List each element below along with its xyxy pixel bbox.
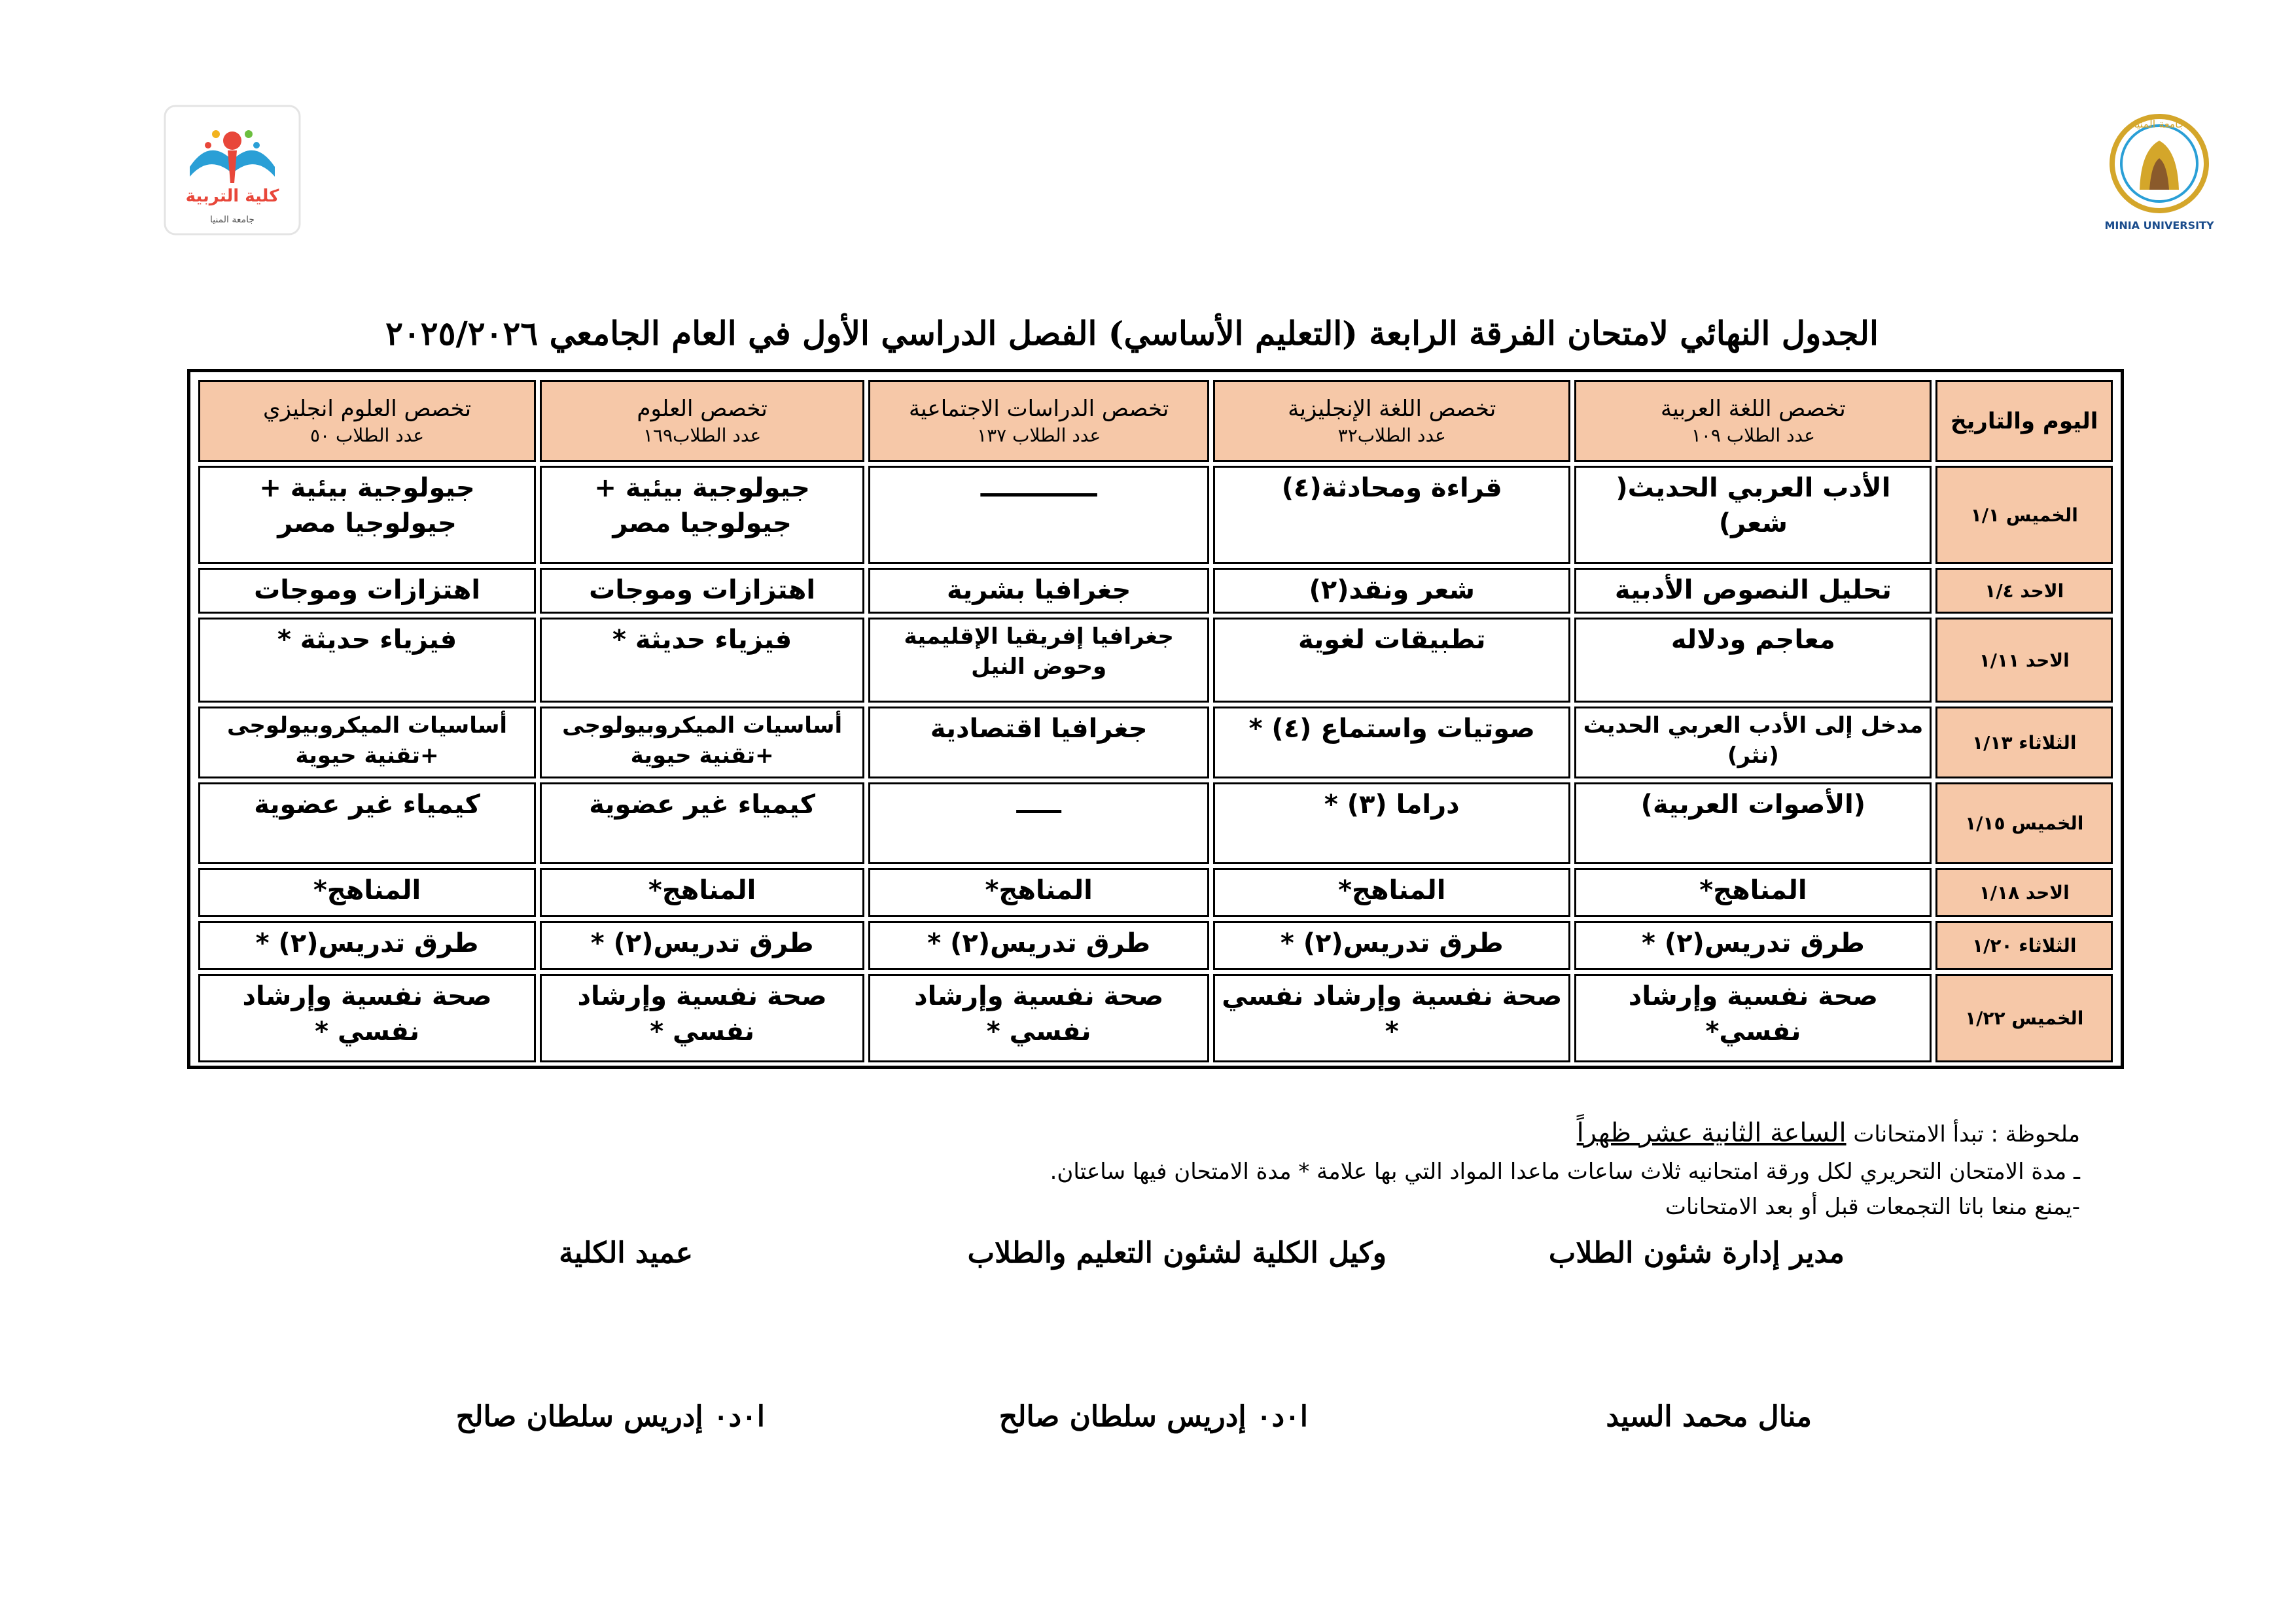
svg-text:جامعة المنيا: جامعة المنيا bbox=[2134, 118, 2185, 130]
signature-title-dean: عميد الكلية bbox=[559, 1236, 693, 1270]
subject-cell: صحة نفسية وإرشاد نفسي * bbox=[1213, 974, 1570, 1062]
day-cell: الاحد ١/١١ bbox=[1935, 618, 2113, 703]
table-row bbox=[198, 782, 2113, 864]
subject-cell: المناهج* bbox=[1574, 868, 1932, 917]
subject-cell: تحليل النصوص الأدبية bbox=[1574, 568, 1932, 614]
subject-cell: فيزياء حديثة * bbox=[198, 618, 536, 703]
day-cell: الخميس ١/١ bbox=[1935, 466, 2113, 564]
subject-cell: المناهج* bbox=[198, 868, 536, 917]
signature-name-dean: ا٠د٠ إدريس سلطان صالح bbox=[455, 1400, 765, 1433]
subject-cell: فيزياء حديثة * bbox=[540, 618, 864, 703]
svg-text:جامعة المنيا: جامعة المنيا bbox=[209, 215, 255, 225]
day-date-header: اليوم والتاريخ bbox=[1935, 380, 2113, 462]
day-cell: الخميس ١/٢٢ bbox=[1935, 974, 2113, 1062]
subject-cell: أساسيات الميكروبيولوجى +تقنية حيوية bbox=[540, 707, 864, 778]
column-header: تخصص العلوم انجليزي عدد الطلاب ٥٠ bbox=[198, 380, 536, 462]
minia-seal-icon bbox=[2100, 111, 2218, 236]
subject-cell: طرق تدريس(٢) * bbox=[868, 921, 1209, 970]
subject-cell: اهتزازات وموجات bbox=[198, 568, 536, 614]
day-cell: الثلاثاء ١/٢٠ bbox=[1935, 921, 2113, 970]
subject-cell: المناهج* bbox=[1213, 868, 1570, 917]
signature-name-student-affairs: منال محمد السيد bbox=[1606, 1400, 1812, 1433]
note-label: ملحوظة : تبدأ الامتحانات bbox=[1853, 1121, 2080, 1147]
page-title: الجدول النهائي لامتحان الفرقة الرابعة (التعليم الأساسي) الفصل الدراسي الأول في العام الجامعي ٢٠٢٥/٢٠٢٦ bbox=[385, 314, 1879, 353]
subject-cell: معاجم ودلاله bbox=[1574, 618, 1932, 703]
day-cell: الثلاثاء ١/١٣ bbox=[1935, 707, 2113, 778]
subject-cell: جيولوجية بيئية + جيولوجيا مصر bbox=[540, 466, 864, 564]
subject-cell: طرق تدريس(٢) * bbox=[1213, 921, 1570, 970]
table-row bbox=[198, 707, 2113, 778]
subject-cell: كيمياء غير عضوية bbox=[540, 782, 864, 864]
subject-cell: طرق تدريس(٢) * bbox=[1574, 921, 1932, 970]
header-row bbox=[198, 380, 2113, 462]
subject-cell: مدخل إلى الأدب العربي الحديث (نثر) bbox=[1574, 707, 1932, 778]
note-duration: ـ مدة الامتحان التحريري لكل ورقة امتحانيه ثلاث ساعات ماعدا المواد التي بها علامة * مدة الامتحان فيها ساعتان. bbox=[1050, 1159, 2080, 1185]
college-logo-icon bbox=[164, 105, 301, 236]
note-start-time bbox=[575, 1112, 2080, 1154]
subject-cell: (الأصوات العربية) bbox=[1574, 782, 1932, 864]
subject-cell: ـــــــــــــ bbox=[868, 466, 1209, 564]
subject-cell: شعر ونقد(٢) bbox=[1213, 568, 1570, 614]
subject-cell: دراما (٣) * bbox=[1213, 782, 1570, 864]
subject-cell: كيمياء غير عضوية bbox=[198, 782, 536, 864]
table-row bbox=[198, 921, 2113, 970]
college-of-education-logo bbox=[164, 105, 301, 236]
subject-cell: صحة نفسية وإرشاد نفسي * bbox=[540, 974, 864, 1062]
signature-title-vice-dean: وكيل الكلية لشئون التعليم والطلاب bbox=[967, 1236, 1386, 1270]
subject-cell: طرق تدريس(٢) * bbox=[540, 921, 864, 970]
table-row bbox=[198, 868, 2113, 917]
subject-cell: صوتيات واستماع (٤) * bbox=[1213, 707, 1570, 778]
schedule-grid bbox=[194, 376, 2117, 1066]
day-cell: الاحد ١/٤ bbox=[1935, 568, 2113, 614]
subject-cell: تطبيقات لغوية bbox=[1213, 618, 1570, 703]
column-header: تخصص العلوم عدد الطلاب١٦٩ bbox=[540, 380, 864, 462]
subject-cell: اهتزازات وموجات bbox=[540, 568, 864, 614]
subject-cell: المناهج* bbox=[868, 868, 1209, 917]
subject-cell: صحة نفسية وإرشاد نفسي* bbox=[1574, 974, 1932, 1062]
table-row bbox=[198, 618, 2113, 703]
column-header: تخصص اللغة العربية عدد الطلاب ١٠٩ bbox=[1574, 380, 1932, 462]
notes-section bbox=[575, 1112, 2080, 1225]
minia-university-logo bbox=[2100, 111, 2218, 236]
table-row bbox=[198, 568, 2113, 614]
subject-cell: قراءة ومحادثة(٤) bbox=[1213, 466, 1570, 564]
subject-cell: جيولوجية بيئية + جيولوجيا مصر bbox=[198, 466, 536, 564]
exam-schedule-table bbox=[187, 369, 2124, 1069]
column-header: تخصص اللغة الإنجليزية عدد الطلاب٣٢ bbox=[1213, 380, 1570, 462]
table-row bbox=[198, 974, 2113, 1062]
subject-cell: صحة نفسية وإرشاد نفسي * bbox=[198, 974, 536, 1062]
note-gathering: -يمنع منعا باتا التجمعات قبل أو بعد الامتحانات bbox=[1665, 1194, 2080, 1221]
day-cell: الخميس ١/١٥ bbox=[1935, 782, 2113, 864]
subject-cell: جغرافيا إفريقيا الإقليمية وحوض النيل bbox=[868, 618, 1209, 703]
svg-text:MINIA UNIVERSITY: MINIA UNIVERSITY bbox=[2104, 219, 2214, 232]
subject-cell: الأدب العربي الحديث( شعر) bbox=[1574, 466, 1932, 564]
subject-cell: جغرافيا اقتصادية bbox=[868, 707, 1209, 778]
signature-title-student-affairs: مدير إدارة شئون الطلاب bbox=[1548, 1236, 1845, 1270]
subject-cell: صحة نفسية وإرشاد نفسي * bbox=[868, 974, 1209, 1062]
svg-text:كلية التربية: كلية التربية bbox=[185, 186, 279, 206]
note-start-time-value: الساعة الثانية عشر ظهراً bbox=[1576, 1118, 1846, 1148]
day-cell: الاحد ١/١٨ bbox=[1935, 868, 2113, 917]
subject-cell: أساسيات الميكروبيولوجى +تقنية حيوية bbox=[198, 707, 536, 778]
subject-cell: جغرافيا بشرية bbox=[868, 568, 1209, 614]
subject-cell: ـــــ bbox=[868, 782, 1209, 864]
signature-name-vice-dean: ا٠د٠ إدريس سلطان صالح bbox=[998, 1400, 1308, 1433]
subject-cell: طرق تدريس(٢) * bbox=[198, 921, 536, 970]
subject-cell: المناهج* bbox=[540, 868, 864, 917]
column-header: تخصص الدراسات الاجتماعية عدد الطلاب ١٣٧ bbox=[868, 380, 1209, 462]
table-row bbox=[198, 466, 2113, 564]
